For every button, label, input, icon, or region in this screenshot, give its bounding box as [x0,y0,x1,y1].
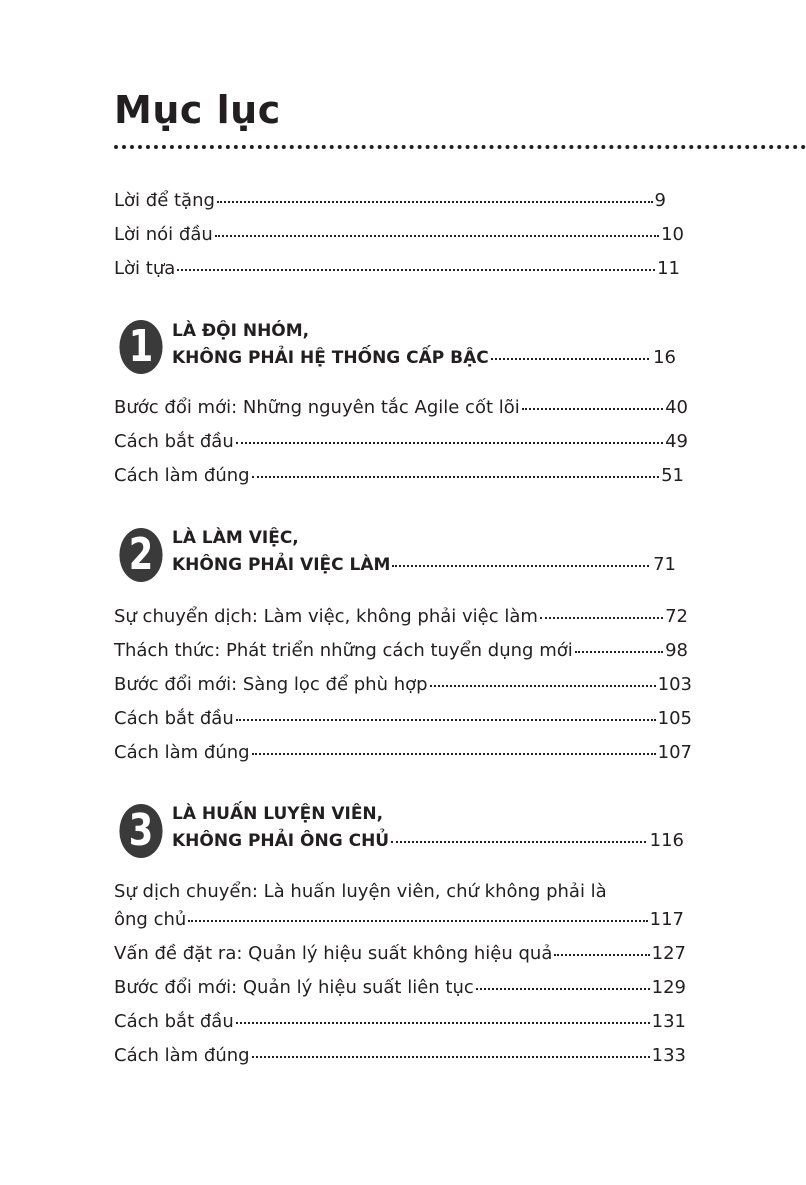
chapter-title-line2: KHÔNG PHẢI ÔNG CHỦ [172,831,390,851]
chapter-title-line1: LÀ LÀM VIỆC, [172,528,299,548]
chapter-page: 16 [653,347,676,368]
chapter-title-line1: LÀ ĐỘI NHÓM, [172,321,310,341]
chapter-number-badge: 1 [119,320,162,374]
dot-leader [522,408,663,410]
toc-entry[interactable] [114,707,692,731]
chapter-entry[interactable] [172,553,676,577]
page-title: Mục lục [114,88,281,132]
dot-leader [391,841,646,843]
chapter-page: 116 [649,830,684,851]
toc-entry-page: 117 [649,909,684,930]
dot-leader [252,753,656,755]
toc-entry-label: Bước đổi mới: Quản lý hiệu suất liên tục [114,977,474,998]
toc-entry-page: 72 [665,606,688,627]
dot-leader [236,442,663,444]
chapter-title-line1: LÀ HUẤN LUYỆN VIÊN, [172,804,384,824]
toc-entry-label: Lời để tặng [114,190,215,211]
toc-entry-page: 9 [654,190,666,211]
toc-entry-page: 11 [657,258,680,279]
dot-leader [252,1056,650,1058]
toc-entry-label: Bước đổi mới: Những nguyên tắc Agile cốt lõi [114,397,520,418]
toc-entry-label: Cách làm đúng [114,1045,250,1066]
toc-entry-label: Bước đổi mới: Sàng lọc để phù hợp [114,674,428,695]
dot-leader [554,954,649,956]
chapter-entry[interactable] [172,829,684,853]
toc-entry-page: 127 [651,943,686,964]
toc-entry[interactable] [114,1010,686,1034]
title-dotted-rule [114,145,806,149]
toc-entry[interactable] [114,942,686,966]
toc-entry[interactable] [114,223,684,247]
dot-leader [188,920,647,922]
toc-entry[interactable] [114,396,688,420]
toc-entry-label-line2: ông chủ [114,909,187,930]
toc-entry-page: 49 [665,431,688,452]
dot-leader [575,651,663,653]
toc-entry-page: 10 [661,224,684,245]
dot-leader [217,201,653,203]
dot-leader [491,358,649,360]
toc-entry-label: Cách bắt đầu [114,1011,234,1032]
toc-entry-page: 98 [665,640,688,661]
chapter-number-badge: 3 [119,804,162,858]
toc-entry-page: 103 [657,674,692,695]
toc-entry[interactable] [114,741,692,765]
toc-entry-label: Cách làm đúng [114,742,250,763]
toc-entry-label: Thách thức: Phát triển những cách tuyển dụng mới [114,640,573,661]
dot-leader [476,988,650,990]
dot-leader [430,685,656,687]
chapter-entry[interactable] [172,346,676,370]
toc-entry-label: Vấn đề đặt ra: Quản lý hiệu suất không hiệu quả [114,943,553,964]
toc-entry[interactable] [114,639,688,663]
toc-entry[interactable] [114,673,692,697]
toc-entry-label: Sự chuyển dịch: Làm việc, không phải việc làm [114,606,538,627]
toc-entry-page: 51 [661,465,684,486]
dot-leader [392,565,649,567]
dot-leader [177,269,655,271]
toc-entry-label: Cách bắt đầu [114,708,234,729]
toc-entry-label: Lời tựa [114,258,176,279]
toc-entry[interactable] [114,257,680,281]
toc-entry[interactable] [114,189,666,213]
toc-entry[interactable] [114,976,686,1000]
dot-leader [236,1022,650,1024]
toc-entry-page: 131 [651,1011,686,1032]
chapter-title-line2: KHÔNG PHẢI HỆ THỐNG CẤP BẬC [172,348,489,368]
toc-entry[interactable] [114,430,688,454]
toc-entry-page: 40 [665,397,688,418]
toc-entry-label: Cách bắt đầu [114,431,234,452]
toc-entry[interactable] [114,1044,686,1068]
dot-leader [540,617,663,619]
dot-leader [215,235,659,237]
toc-entry-label: Lời nói đầu [114,224,213,245]
toc-entry-label-line1: Sự dịch chuyển: Là huấn luyện viên, chứ không phải là [114,881,607,902]
toc-entry-page: 133 [651,1045,686,1066]
chapter-title-line2: KHÔNG PHẢI VIỆC LÀM [172,555,391,575]
dot-leader [236,719,656,721]
toc-entry[interactable] [114,605,688,629]
chapter-page: 71 [653,554,676,575]
chapter-number-badge: 2 [119,528,162,582]
toc-entry-page: 107 [657,742,692,763]
toc-entry-page: 129 [651,977,686,998]
toc-entry[interactable] [114,908,684,932]
toc-entry[interactable] [114,464,684,488]
toc-entry-label: Cách làm đúng [114,465,250,486]
dot-leader [252,476,660,478]
toc-entry-page: 105 [657,708,692,729]
